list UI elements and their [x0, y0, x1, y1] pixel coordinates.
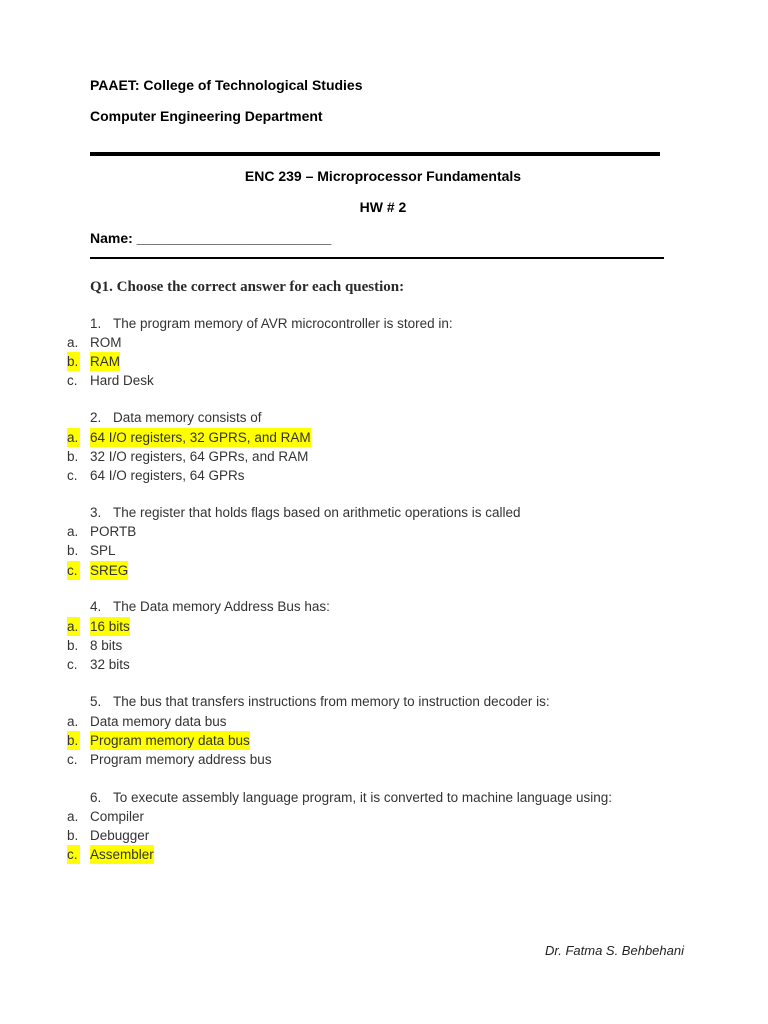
option-text: Assembler — [90, 847, 154, 862]
option-text: Compiler — [90, 809, 145, 824]
option-letter: b. — [67, 638, 79, 653]
option-letter: a. — [67, 335, 79, 350]
section-heading: Q1. Choose the correct answer for each question: — [90, 279, 405, 295]
option-text: 32 bits — [90, 657, 130, 672]
header-thick-divider — [90, 152, 660, 156]
header-thin-divider — [90, 257, 664, 259]
question-3 — [90, 504, 520, 522]
question-text: Data memory consists of — [113, 410, 262, 425]
option-letter: b. — [67, 449, 79, 464]
assignment-title: HW # 2 — [359, 199, 407, 215]
option-text: SREG — [90, 563, 129, 578]
option-text: 64 I/O registers, 64 GPRs — [90, 468, 245, 483]
option-text: 8 bits — [90, 638, 123, 653]
option-text: Program memory data bus — [90, 733, 250, 748]
option-text: ROM — [90, 335, 122, 350]
option-letter: c. — [67, 752, 78, 767]
option-text: Debugger — [90, 828, 150, 843]
course-title: ENC 239 – Microprocessor Fundamentals — [244, 168, 522, 184]
option-text: Hard Desk — [90, 373, 154, 388]
option-letter: c. — [67, 468, 78, 483]
option-text: SPL — [90, 543, 116, 558]
question-text: The register that holds flags based on arithmetic operations is called — [113, 505, 521, 520]
option-letter: c. — [67, 657, 78, 672]
option-text: 16 bits — [90, 619, 130, 634]
option-text: RAM — [90, 354, 120, 369]
option-letter: a. — [67, 524, 79, 539]
option-text: Program memory address bus — [90, 752, 272, 767]
question-text: The bus that transfers instructions from memory to instruction decoder is: — [113, 694, 550, 709]
name-field-label: Name: _________________________ — [90, 230, 332, 246]
question-5 — [90, 693, 550, 711]
institution-title: PAAET: College of Technological Studies — [90, 77, 363, 93]
question-1 — [90, 315, 453, 333]
department-title: Computer Engineering Department — [90, 108, 323, 124]
question-number: 5. — [90, 694, 102, 709]
question-6 — [90, 789, 612, 807]
option-letter: b. — [67, 733, 79, 748]
option-letter: a. — [67, 809, 79, 824]
question-text: The program memory of AVR microcontroller is stored in: — [113, 316, 453, 331]
option-letter: c. — [67, 373, 78, 388]
question-number: 2. — [90, 410, 102, 425]
option-text: 64 I/O registers, 32 GPRS, and RAM — [90, 430, 311, 445]
option-letter: b. — [67, 828, 79, 843]
option-text: Data memory data bus — [90, 714, 227, 729]
author-signature-line: Dr. Fatma S. Behbehani — [545, 943, 684, 958]
question-number: 6. — [90, 790, 102, 805]
option-letter: a. — [67, 619, 79, 634]
question-4 — [90, 598, 330, 616]
question-number: 4. — [90, 599, 102, 614]
question-text: The Data memory Address Bus has: — [113, 599, 330, 614]
option-letter: a. — [67, 430, 79, 445]
option-letter: a. — [67, 714, 79, 729]
question-2 — [90, 409, 262, 427]
question-text: To execute assembly language program, it is converted to machine language using: — [113, 790, 613, 805]
option-text: 32 I/O registers, 64 GPRs, and RAM — [90, 449, 309, 464]
option-letter: b. — [67, 543, 79, 558]
question-number: 1. — [90, 316, 102, 331]
question-number: 3. — [90, 505, 102, 520]
option-text: PORTB — [90, 524, 137, 539]
option-letter: c. — [67, 847, 78, 862]
option-letter: b. — [67, 354, 79, 369]
option-letter: c. — [67, 563, 78, 578]
